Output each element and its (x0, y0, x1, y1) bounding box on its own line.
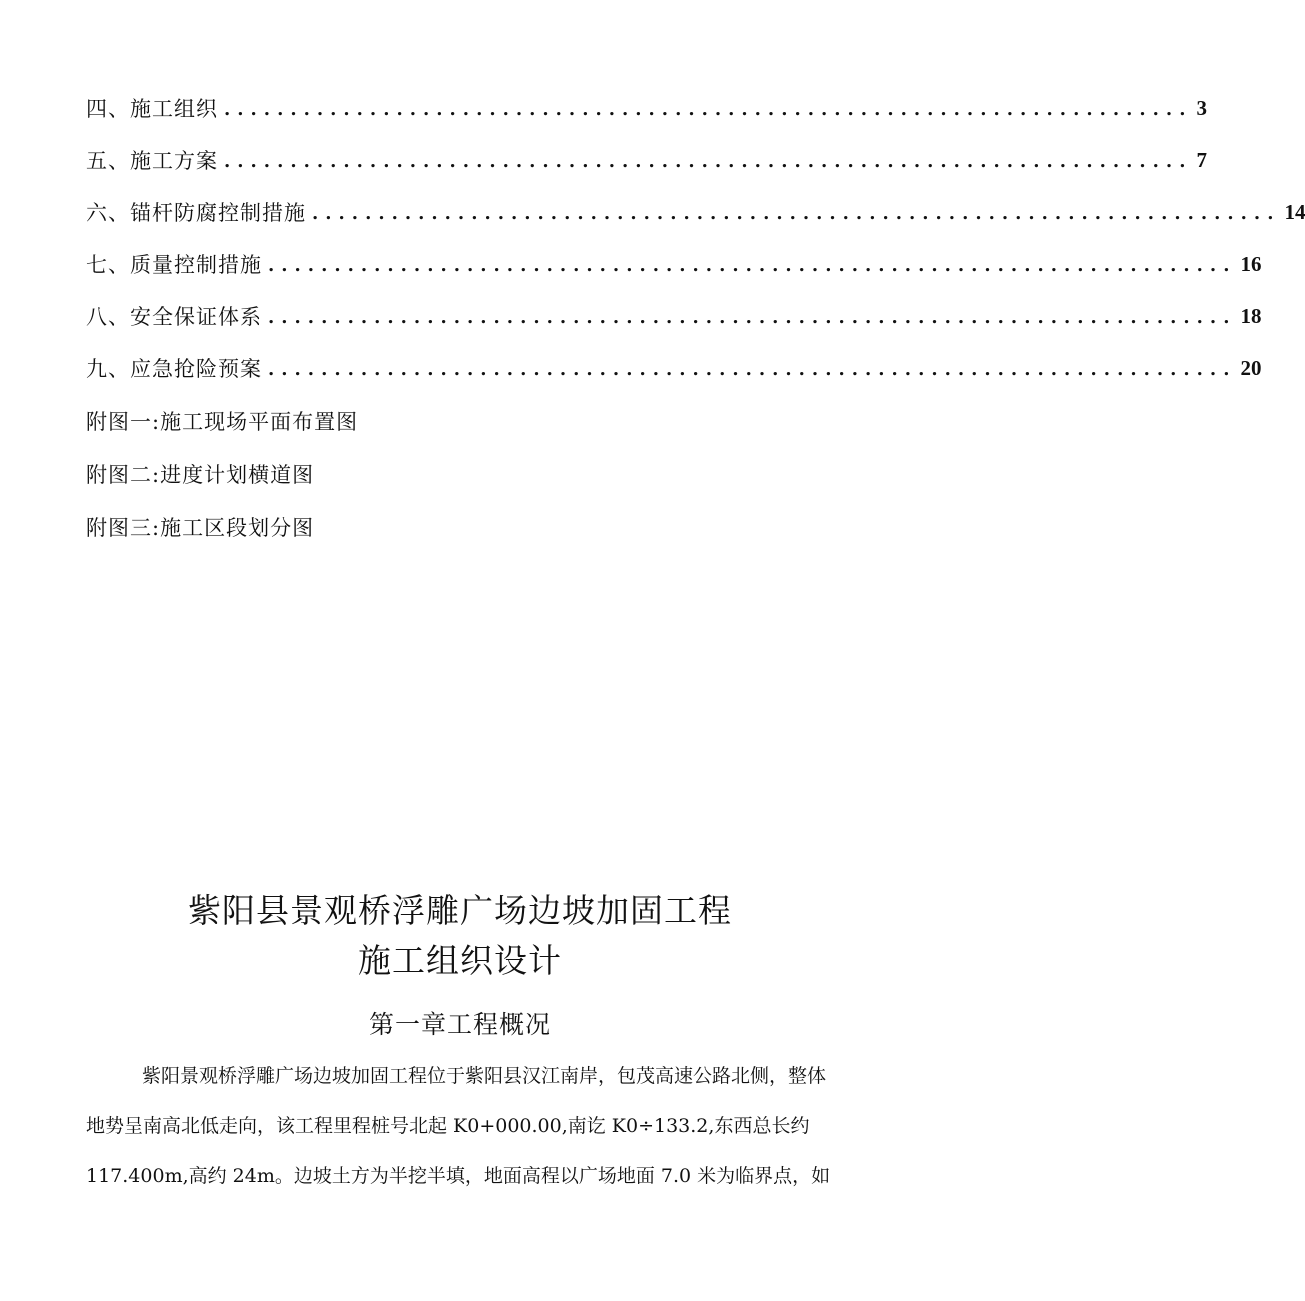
toc-dot-leader: ......................................................................... (268, 307, 1237, 328)
paragraph-line: 地势呈南高北低走向，该工程里程桩号北起 K0+000.00,南讫 K0÷133.2,东西总长约 (86, 1115, 810, 1137)
toc-entry[interactable] (86, 238, 1262, 290)
toc-appendix-item[interactable]: 附图三:施工区段划分图 (86, 515, 315, 540)
toc-entry-title: 八、安全保证体系 (86, 305, 262, 329)
chapter-heading: 第一章工程概况 (368, 1010, 551, 1039)
toc-entry-title: 七、质量控制措施 (86, 253, 262, 277)
body-paragraph (86, 1051, 856, 1201)
toc-dot-leader: ......................................................................... (268, 255, 1237, 276)
paragraph-line: 117.400m,高约 24m。边坡土方为半挖半填，地面高程以广场地面 7.0 米为临界点，如 (86, 1165, 831, 1187)
toc-entry-page: 20 (1240, 355, 1262, 380)
toc-entry-title: 五、施工方案 (86, 149, 218, 173)
toc-appendix-item[interactable]: 附图二:进度计划横道图 (86, 462, 315, 487)
toc-dot-leader: ......................................................................... (268, 359, 1237, 380)
toc-entry-title: 九、应急抢险预案 (86, 357, 262, 381)
toc-entry[interactable] (86, 82, 1207, 134)
toc-entry-page: 3 (1196, 95, 1207, 120)
toc-entry[interactable] (86, 134, 1207, 186)
toc-entry[interactable] (86, 290, 1262, 342)
toc-entry-page: 16 (1240, 251, 1262, 276)
toc-entry-page: 7 (1196, 147, 1207, 172)
document-title: 紫阳县景观桥浮雕广场边坡加固工程 (188, 891, 732, 930)
toc-dot-leader: ......................................................................... (224, 151, 1193, 172)
table-of-contents (86, 82, 1305, 553)
toc-entry[interactable] (86, 342, 1262, 394)
toc-entry[interactable] (86, 186, 1305, 238)
toc-entry-page: 14 (1284, 199, 1305, 224)
toc-entry-title: 四、施工组织 (86, 97, 218, 121)
paragraph-line: 紫阳景观桥浮雕广场边坡加固工程位于紫阳县汉江南岸，包茂高速公路北侧，整体 (142, 1065, 827, 1087)
toc-entry-page: 18 (1240, 303, 1262, 328)
toc-entry-title: 六、锚杆防腐控制措施 (86, 201, 306, 225)
toc-dot-leader: ......................................................................... (224, 99, 1193, 120)
toc-appendix-item[interactable]: 附图一:施工现场平面布置图 (86, 409, 359, 434)
toc-dot-leader: ......................................................................... (312, 203, 1281, 224)
document-subtitle: 施工组织设计 (358, 941, 562, 980)
